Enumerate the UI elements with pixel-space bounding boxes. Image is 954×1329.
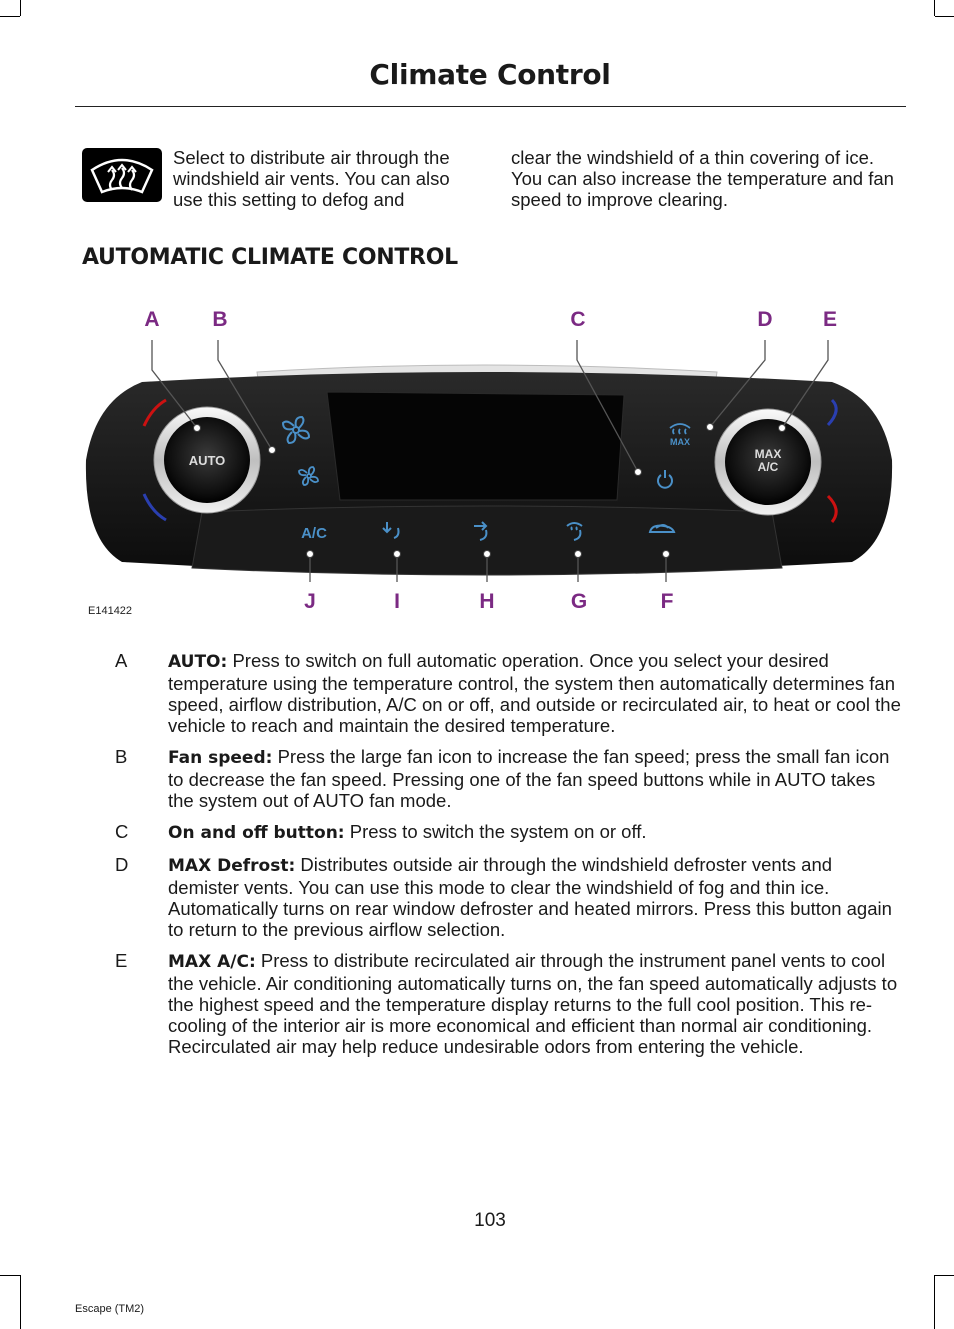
callout-h: H [479, 590, 495, 613]
callout-e: E [822, 308, 838, 331]
item-body [168, 650, 905, 736]
section-heading: AUTOMATIC CLIMATE CONTROL [82, 245, 458, 270]
callout-j: J [304, 590, 316, 613]
crop-mark [935, 16, 954, 17]
item-text: Press to distribute recirculated air through the instrument panel vents to cool the vehicle. Air conditioning automatically turns on, the fan speed automatically adjusts to the highest speed and the temperature display returns to the full cool position. This re-cooling of the interior air is more economical and efficient than normal air conditioning. Recirculated air may help reduce undesirable odors from entering the vehicle. [168, 950, 898, 1057]
item-term: AUTO: [168, 652, 228, 672]
item-letter: E [115, 950, 128, 971]
figure-id: E141422 [88, 605, 133, 617]
windshield-defrost-icon [82, 148, 162, 202]
callout-g: G [570, 590, 588, 613]
item-text: Press the large fan icon to increase the fan speed; press the small fan icon to decrease the fan speed. Pressing one of the fan speed buttons while in AUTO takes the system out of AUTO fan mode. [168, 746, 890, 811]
title-rule [75, 106, 906, 107]
item-term: MAX A/C: [168, 952, 256, 972]
page-number: 103 [474, 1210, 506, 1231]
crop-mark [934, 1315, 935, 1329]
item-text: Distributes outside air through the windshield defroster vents and demister vents. You can use this mode to clear the windshield of fog and thin ice. Automatically turns on rear window defroster and heated mirrors. Press this button again to return to the previous airflow selection. [168, 854, 892, 940]
page-title: Climate Control [369, 58, 611, 91]
item-term: MAX Defrost: [168, 856, 296, 876]
description-item [75, 746, 905, 811]
crop-mark [934, 0, 935, 16]
maxac-knob-label-1: MAX [754, 447, 782, 461]
item-body [168, 854, 905, 940]
crop-mark [20, 0, 21, 16]
ac-button-label: A/C [301, 525, 327, 542]
callout-f: F [660, 590, 674, 613]
item-letter: D [115, 854, 129, 875]
crop-mark [0, 1275, 20, 1276]
item-text: Press to switch on full automatic operation. Once you select your desired temperature using the temperature control, the system then automatically determines fan speed, airflow distribution, A/C on or off, and outside or recirculated air, to heat or cool the vehicle to reach and maintain the desired temperature. [168, 650, 901, 736]
display-screen [327, 392, 624, 500]
item-letter: A [115, 650, 128, 671]
callout-c: C [570, 308, 586, 331]
callout-i: I [394, 590, 400, 613]
description-item [75, 650, 905, 736]
item-text: Press to switch the system on or off. [349, 821, 647, 842]
page-footer: Escape (TM2) [75, 1303, 145, 1315]
crop-mark [935, 1275, 954, 1276]
maxac-knob-label-2: A/C [757, 460, 779, 474]
crop-mark [20, 1315, 21, 1329]
callout-b: B [212, 308, 228, 331]
crop-mark [0, 16, 20, 17]
item-body [168, 746, 905, 811]
item-term: Fan speed: [168, 748, 273, 768]
item-body [168, 950, 905, 1057]
callout-d: D [757, 308, 773, 331]
description-item [75, 821, 905, 844]
item-letter: C [115, 821, 129, 842]
intro-col-2: clear the windshield of a thin covering of ice. You can also increase the temperature and fan speed to improve clearing. [511, 147, 894, 210]
item-body [168, 821, 905, 844]
item-letter: B [115, 746, 128, 767]
description-item [75, 950, 905, 1057]
auto-knob-label: AUTO [188, 453, 226, 468]
max-defrost-label: MAX [670, 437, 690, 447]
climate-panel-diagram [82, 300, 894, 620]
description-item [75, 854, 905, 940]
item-term: On and off button: [168, 823, 345, 843]
callout-descriptions [75, 650, 905, 1067]
callout-a: A [144, 308, 160, 331]
intro-col-1: Select to distribute air through the windshield air vents. You can also use this setting to defog and [173, 147, 450, 210]
